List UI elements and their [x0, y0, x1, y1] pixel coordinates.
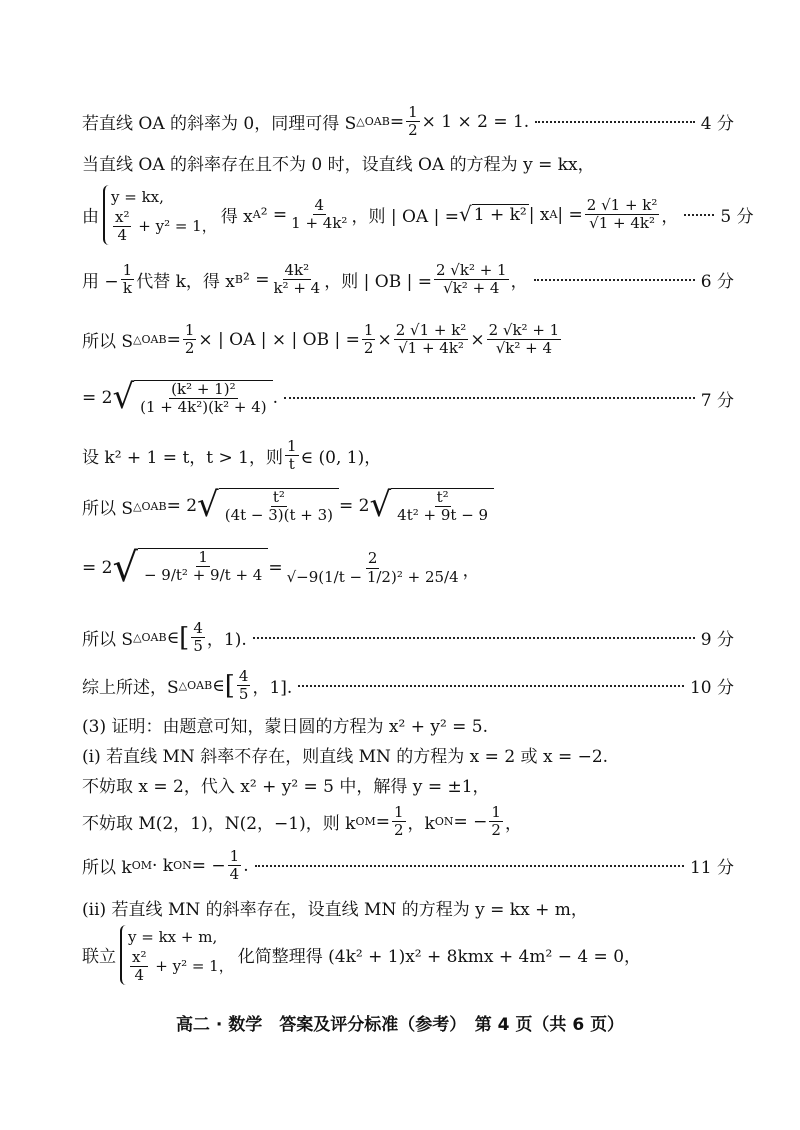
dot-leader — [284, 397, 695, 399]
text: | x — [528, 204, 550, 225]
denominator: √k² + 4 — [495, 339, 553, 358]
square-root: √ 1 + k² — [458, 202, 527, 227]
text: 由 — [82, 207, 99, 228]
fraction — [138, 381, 268, 417]
subscript: OM — [131, 859, 152, 873]
text: = − — [191, 855, 226, 876]
solution-line-4 — [82, 262, 734, 298]
fraction — [395, 489, 490, 525]
fraction — [191, 620, 205, 656]
numerator: x² — [115, 208, 130, 226]
numerator: 4 — [193, 619, 203, 637]
denominator: 2 — [393, 821, 404, 840]
dot-leader — [684, 214, 714, 216]
subscript: △OAB — [133, 499, 167, 513]
numerator: 2 √1 + k² — [586, 196, 658, 214]
score-mark: 6 分 — [700, 272, 734, 293]
text: ， — [661, 207, 679, 228]
text: 代替 k，得 x — [136, 272, 235, 293]
text: = 2 — [339, 496, 370, 517]
left-bracket: [ — [179, 622, 190, 653]
text: ， — [504, 814, 522, 835]
denominator: √−9(1/t − 1/2)² + 25/4 — [286, 567, 459, 586]
text: = — [268, 558, 283, 578]
text: = − — [453, 811, 488, 832]
page-footer: 高二 · 数学 答案及评分标准（参考） 第 4 页（共 6 页） — [175, 1015, 625, 1035]
fraction — [585, 197, 660, 233]
text: = 2 — [82, 558, 113, 578]
dot-leader — [255, 865, 684, 867]
fraction — [406, 104, 420, 140]
text: ∈ (0, 1)， — [300, 448, 382, 469]
text: ，1]. — [252, 678, 293, 699]
fraction — [183, 322, 197, 358]
subscript: ON — [434, 815, 454, 829]
denominator: 4 — [117, 226, 128, 245]
text: = — [166, 329, 181, 350]
solution-line-8 — [82, 485, 734, 525]
text: 所以 k — [82, 858, 132, 879]
solution-line-2 — [82, 150, 734, 175]
subscript: OM — [355, 815, 376, 829]
text: = — [375, 811, 390, 832]
solution-line-12 — [82, 712, 734, 737]
text: + y² = 1， — [150, 956, 234, 975]
denominator: 2 — [491, 821, 501, 840]
square-root: √ $\frac{\text{(k² + 1)²}}{\text{(1 + 4k²)(k² + 4)}}$ — [112, 380, 272, 417]
text: × | OA | × | OB | = — [198, 329, 360, 350]
numerator: 1 — [393, 803, 404, 821]
text: 不妨取 x = 2，代入 x² + y² = 5 中，解得 y = ±1， — [82, 777, 490, 797]
text: ² = — [260, 204, 288, 225]
text: × — [377, 329, 392, 350]
numerator: 1 — [491, 803, 501, 821]
solution-line-9 — [82, 545, 734, 591]
fraction — [285, 438, 299, 474]
numerator: 1 — [408, 103, 418, 121]
dot-leader — [534, 279, 695, 281]
dot-leader — [298, 685, 684, 687]
equation-system — [103, 185, 217, 245]
text: = 2 — [82, 388, 113, 409]
denominator: k — [122, 279, 132, 298]
text: 所以 S — [82, 498, 134, 519]
text: . — [272, 388, 278, 409]
subscript: △OAB — [133, 631, 167, 645]
solution-line-13 — [82, 742, 734, 767]
radicand: 1 + k² — [473, 205, 527, 226]
denominator: 4t² + 9t − 9 — [397, 506, 489, 525]
solution-line-17 — [82, 895, 734, 920]
text: × 1 × 2 = 1. — [421, 111, 530, 132]
denominator: k² + 4 — [273, 279, 321, 298]
left-bracket: [ — [224, 670, 235, 701]
fraction — [142, 549, 264, 588]
denominator: (1 + 4k²)(k² + 4) — [140, 398, 267, 417]
text: ，k — [407, 814, 435, 835]
fraction — [392, 804, 406, 840]
numerator: x² — [132, 948, 147, 966]
text: 联立 — [82, 947, 116, 968]
text: ， — [510, 272, 528, 293]
text: 综上所述，S — [82, 678, 179, 699]
fraction — [228, 848, 242, 884]
fraction — [289, 197, 349, 233]
numerator: 2 √1 + k² — [395, 321, 467, 339]
fraction — [223, 489, 335, 525]
numerator: 1 — [122, 261, 133, 279]
solution-line-18 — [82, 925, 734, 985]
text: . — [243, 855, 249, 876]
fraction — [285, 550, 461, 586]
numerator: 2 √k² + 1 — [435, 261, 507, 279]
fraction — [487, 322, 562, 358]
text: 化简整理得 (4k² + 1)x² + 8kmx + 4m² − 4 = 0， — [237, 947, 642, 968]
denominator: 4 — [229, 865, 240, 884]
text: (ii) 若直线 MN 的斜率存在，设直线 MN 的方程为 y = kx + m， — [82, 900, 588, 920]
text: 设 k² + 1 = t，t > 1，则 — [82, 448, 283, 469]
square-root: √ $\frac{1}{\text{− 9/t² + 9/t + 4}}$ — [112, 548, 268, 588]
fraction — [271, 262, 322, 298]
text: 不妨取 M(2，1)，N(2，−1)，则 k — [82, 814, 356, 835]
denominator: 5 — [238, 685, 249, 704]
text: ， — [462, 560, 480, 581]
solution-line-16 — [82, 848, 734, 884]
solution-line-1 — [82, 104, 734, 140]
text: | = — [557, 204, 583, 225]
solution-line-11 — [82, 668, 734, 704]
numerator: 1 — [198, 548, 208, 566]
denominator: 5 — [193, 637, 203, 656]
denominator: 4 — [134, 966, 145, 985]
text: = — [389, 111, 405, 132]
fraction — [489, 804, 503, 840]
text: 当直线 OA 的斜率存在且不为 0 时，设直线 OA 的方程为 y = kx， — [82, 155, 595, 175]
denominator: √1 + 4k² — [398, 339, 464, 358]
text: 用 − — [82, 272, 119, 293]
text: · k — [152, 855, 174, 876]
fraction — [113, 209, 131, 245]
square-root: √ $\frac{\text{t²}}{\text{4t² + 9t − 9}}$ — [370, 488, 495, 525]
subscript: △OAB — [133, 333, 167, 347]
subscript: B — [234, 273, 243, 287]
fraction — [130, 949, 148, 985]
numerator: 2 — [367, 549, 378, 568]
text: ，1). — [206, 630, 247, 651]
equation-system — [120, 925, 234, 985]
numerator: 4 — [314, 196, 325, 214]
text: × — [470, 329, 485, 350]
numerator: 1 — [363, 321, 374, 339]
solution-line-10 — [82, 620, 734, 656]
numerator: t² — [436, 488, 449, 506]
subscript: A — [549, 208, 558, 222]
numerator: 1 — [229, 847, 240, 865]
score-mark: 5 分 — [720, 207, 754, 228]
solution-line-3 — [82, 185, 754, 245]
score-mark: 9 分 — [700, 630, 734, 651]
text: ² = — [243, 269, 270, 290]
text: ∈ — [212, 675, 225, 696]
fraction — [237, 668, 251, 704]
text: 若直线 OA 的斜率为 0，同理可得 S — [82, 114, 357, 135]
denominator: − 9/t² + 9/t + 4 — [143, 566, 263, 585]
square-root: √ $\frac{\text{t²}}{(4t - 3)(t + 3)}$ — [197, 488, 339, 525]
subscript: ON — [173, 859, 192, 873]
subscript: △OAB — [178, 679, 213, 693]
text: 所以 S — [82, 332, 134, 353]
text: ，则 | OB | = — [324, 272, 432, 293]
denominator: (4t − 3)(t + 3) — [224, 506, 334, 525]
numerator: 4k² — [284, 261, 310, 279]
numerator: 1 — [184, 321, 195, 339]
text: (i) 若直线 MN 斜率不存在，则直线 MN 的方程为 x = 2 或 x = −2. — [82, 747, 609, 767]
text: ∈ — [166, 627, 180, 648]
text: + y² = 1， — [133, 216, 217, 235]
text: = 2 — [166, 496, 198, 517]
fraction — [362, 322, 376, 358]
subscript: A — [252, 208, 261, 222]
text: 得 x — [220, 207, 253, 228]
numerator: 4 — [238, 667, 249, 685]
text: (3) 证明：由题意可知，蒙日圆的方程为 x² + y² = 5. — [82, 717, 489, 737]
equation: y = kx, — [111, 188, 164, 206]
subscript: △OAB — [356, 115, 390, 129]
numerator: t² — [272, 488, 285, 506]
denominator: 2 — [184, 339, 195, 358]
equation: y = kx + m, — [128, 928, 218, 946]
numerator: 2 √k² + 1 — [488, 321, 560, 339]
text: 所以 S — [82, 630, 134, 651]
denominator: t — [288, 455, 295, 474]
solution-line-14 — [82, 772, 734, 797]
denominator: 2 — [363, 339, 374, 358]
solution-line-15 — [82, 804, 734, 840]
score-mark: 4 分 — [700, 114, 734, 135]
dot-leader — [253, 637, 695, 639]
numerator: (k² + 1)² — [171, 380, 236, 398]
dot-leader — [535, 121, 695, 123]
score-mark: 10 分 — [689, 678, 734, 699]
score-mark: 11 分 — [689, 858, 734, 879]
solution-line-6 — [82, 377, 734, 417]
denominator: 1 + 4k² — [291, 214, 348, 233]
text: ，则 | OA | = — [351, 207, 459, 228]
denominator: √1 + 4k² — [589, 214, 656, 233]
denominator: 2 — [408, 121, 418, 140]
numerator: 1 — [286, 437, 297, 455]
denominator: √k² + 4 — [443, 279, 500, 298]
solution-line-7 — [82, 438, 734, 474]
fraction — [434, 262, 509, 298]
fraction — [394, 322, 469, 358]
score-mark: 7 分 — [700, 390, 734, 411]
fraction — [121, 262, 135, 298]
solution-line-5 — [82, 322, 734, 358]
